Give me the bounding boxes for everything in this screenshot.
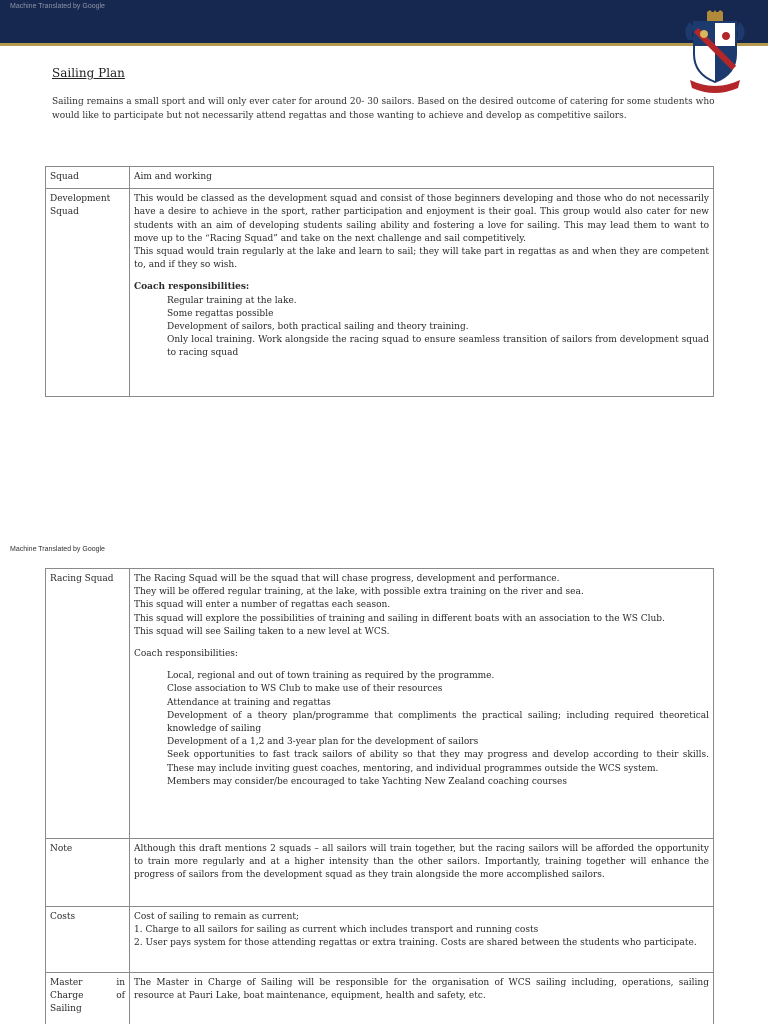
label-word: Master [50, 978, 83, 988]
racing-line: They will be offered regular training, at the lake, with possible extra training on the river and sea. [134, 587, 584, 598]
racing-line: This squad will explore the possibilities of training and sailing in different boats with an association to the WS Club. [134, 613, 665, 624]
list-item: Regular training at the lake. [167, 295, 297, 306]
costs-description [130, 907, 714, 973]
development-para-1: This would be classed as the development squad and consist of those beginners developing and those who do not necessarily have a desire to achieve in the sport, rather participation and enjoyment is their goal. This group would also cater for new students with an aim of developing students sailing ability and fostering a love for sailing. This may lead them to want to move up to the “Racing Squad” and take on the next challenge and sail competitively. [134, 194, 709, 244]
racing-squad-description [130, 569, 714, 839]
coach-responsibilities-heading: Coach responsibilities: [134, 282, 250, 293]
squad-table [45, 166, 714, 397]
table-row [46, 973, 714, 1024]
intro-paragraph: Sailing remains a small sport and will only ever cater for around 20- 30 sailors. Based on the desired outcome of catering for some students who would like to participate but not necessarily attend regattas and those wanting to achieve and develop as competitive sailors. [52, 97, 715, 121]
note-text: Although this draft mentions 2 squads – all sailors will train together, but the racing sailors will be afforded the opportunity to train more regularly and at a higher intensity than the other sailors. Importantly, training together will enhance the progress of sailors from the development squad as they train alongside the more accomplished sailors. [130, 839, 714, 907]
development-para-2: This squad would train regularly at the lake and learn to sail; they will take part in regattas as and when they are competent to, and if they so wish. [134, 247, 709, 271]
costs-line: 1. Charge to all sailors for sailing as current which includes transport and running costs [134, 925, 539, 936]
header-squad: Squad [46, 167, 130, 189]
list-item: Seek opportunities to fast track sailors of ability so that they may progress and develop according to their skills. These may include inviting guest coaches, mentoring, and individual programmes outside the WCS system. [167, 750, 709, 774]
label-word: in [116, 978, 125, 988]
list-item: Some regattas possible [167, 308, 274, 319]
list-item: Development of sailors, both practical sailing and theory training. [167, 322, 469, 333]
machine-translated-label: Machine Translated by Google [10, 3, 105, 10]
racing-line: This squad will see Sailing taken to a new level at WCS. [134, 626, 390, 637]
list-item: Attendance at training and regattas [167, 697, 331, 708]
table-row [46, 839, 714, 907]
school-crest-icon [680, 10, 750, 94]
costs-label: Costs [46, 907, 130, 973]
list-item: Close association to WS Club to make use of their resources [167, 684, 443, 695]
list-item: Development of a 1,2 and 3-year plan for the development of sailors [167, 737, 479, 748]
document-title: Sailing Plan [52, 66, 125, 80]
label-line: Development [50, 194, 111, 205]
coach-responsibilities-heading: Coach responsibilities: [134, 649, 238, 660]
coach-list [134, 670, 709, 789]
label-line [50, 977, 125, 990]
label-line [50, 990, 125, 1003]
master-in-charge-label [46, 973, 130, 1024]
list-item: Local, regional and out of town training as required by the programme. [167, 671, 495, 682]
racing-line: The Racing Squad will be the squad that will chase progress, development and performance. [134, 574, 560, 584]
label-word: Sailing [50, 1004, 82, 1015]
page-header-banner [0, 0, 768, 46]
list-item: Only local training. Work alongside the racing squad to ensure seamless transition of sailors from development squad to racing squad [167, 335, 709, 359]
development-squad-description [130, 189, 714, 397]
note-label: Note [46, 839, 130, 907]
table-row [46, 189, 714, 397]
costs-line: Cost of sailing to remain as current; [134, 912, 300, 922]
label-word: Charge [50, 991, 84, 1002]
label-word: of [116, 991, 125, 1002]
label-line: Squad [50, 207, 79, 218]
table-row [46, 569, 714, 839]
list-item: Members may consider/be encouraged to take Yachting New Zealand coaching courses [167, 776, 567, 787]
racing-squad-label: Racing Squad [46, 569, 130, 839]
details-table [45, 568, 714, 1024]
header-aim: Aim and working [130, 167, 714, 189]
development-squad-label [46, 189, 130, 397]
table-row [46, 907, 714, 973]
costs-line: 2. User pays system for those attending regattas or extra training. Costs are shared between the students who participate. [134, 938, 697, 949]
master-in-charge-text: The Master in Charge of Sailing will be responsible for the organisation of WCS sailing including, operations, sailing resource at Pauri Lake, boat maintenance, equipment, health and safety, etc. [130, 973, 714, 1024]
machine-translated-label: Machine Translated by Google [10, 546, 105, 553]
list-item: Development of a theory plan/programme that compliments the practical sailing; including required theoretical knowledge of sailing [167, 710, 709, 735]
racing-line: This squad will enter a number of regattas each season. [134, 600, 391, 611]
table-header-row [46, 167, 714, 189]
